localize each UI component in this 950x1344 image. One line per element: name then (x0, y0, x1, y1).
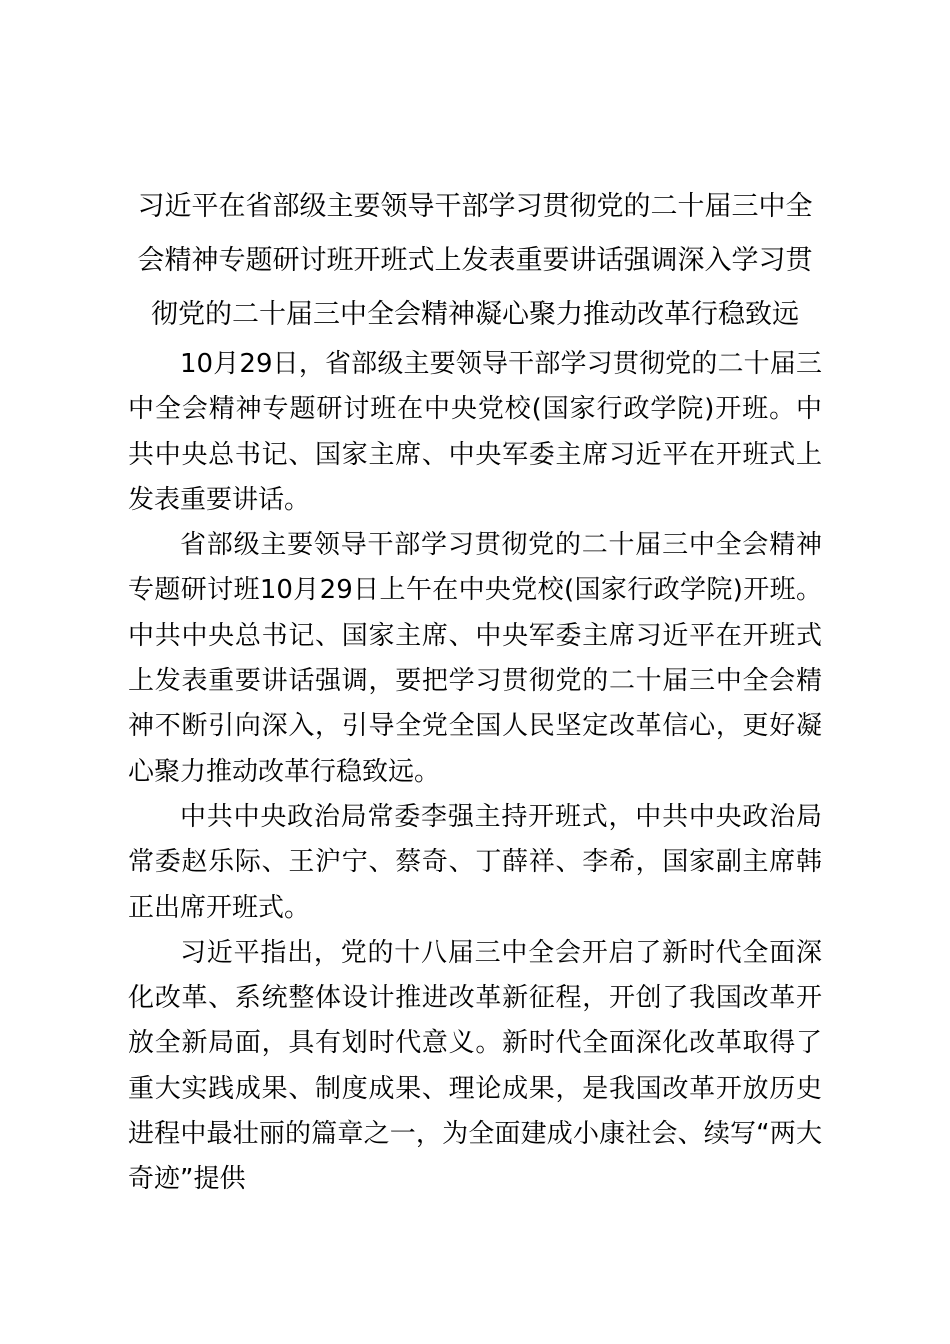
paragraph-3: 中共中央政治局常委李强主持开班式，中共中央政治局常委赵乐际、王沪宁、蔡奇、丁薛祥、李希，国家副主席韩正出席开班式。 (128, 801, 822, 923)
document-title: 习近平在省部级主要领导干部学习贯彻党的二十届三中全会精神专题研讨班开班式上发表重要讲话强调深入学习贯彻党的二十届三中全会精神凝心聚力推动改革行稳致远 (137, 191, 813, 330)
document-body (128, 180, 822, 1203)
paragraph-4: 习近平指出，党的十八届三中全会开启了新时代全面深化改革、系统整体设计推进改革新征程，开创了我国改革开放全新局面，具有划时代意义。新时代全面深化改革取得了重大实践成果、制度成果、理论成果，是我国改革开放历史进程中最壮丽的篇章之一，为全面建成小康社会、续写“两大奇迹”提供 (128, 937, 822, 1195)
paragraph-1: 10月29日，省部级主要领导干部学习贯彻党的二十届三中全会精神专题研讨班在中央党校(国家行政学院)开班。中共中央总书记、国家主席、中央军委主席习近平在开班式上发表重要讲话。 (128, 349, 822, 515)
paragraph-2: 省部级主要领导干部学习贯彻党的二十届三中全会精神专题研讨班10月29日上午在中央党校(国家行政学院)开班。中共中央总书记、国家主席、中央军委主席习近平在开班式上发表重要讲话强调，要把学习贯彻党的二十届三中全会精神不断引向深入，引导全党全国人民坚定改革信心，更好凝心聚力推动改革行稳致远。 (128, 530, 822, 787)
